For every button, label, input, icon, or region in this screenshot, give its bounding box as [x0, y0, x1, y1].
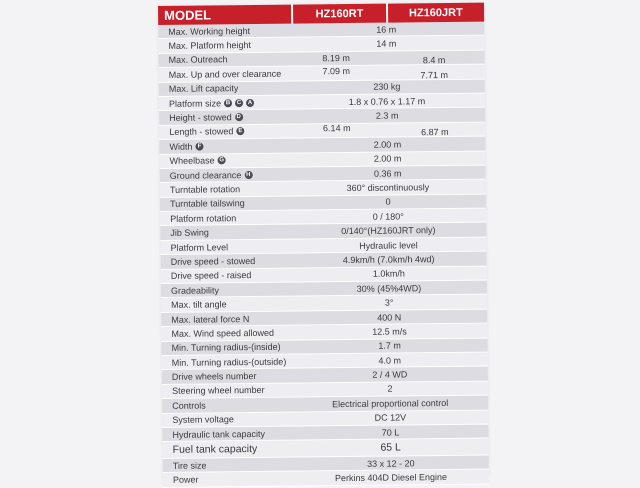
- spec-label: [160, 169, 290, 180]
- spec-label: [159, 126, 289, 137]
- spec-value: 33 x 12 - 20: [366, 457, 415, 469]
- spec-label-text: Drive speed - stowed: [170, 255, 256, 267]
- spec-label: [159, 83, 289, 94]
- spec-label: [161, 270, 291, 281]
- spec-label: [161, 299, 291, 310]
- spec-value-hz160rt: 6.14 m: [322, 123, 351, 134]
- spec-label: [162, 414, 292, 425]
- spec-label-text: Max. lateral force N: [171, 313, 250, 325]
- spec-value: 230 kg: [373, 81, 401, 92]
- spec-label-text: Max. Platform height: [168, 40, 252, 51]
- spec-label-text: Controls: [172, 400, 206, 411]
- spec-value: Hydraulic level: [359, 239, 418, 251]
- spec-label-text: Max. Up and over clearance: [168, 68, 282, 80]
- spec-value: 70 L: [381, 427, 400, 438]
- spec-label: [159, 112, 289, 123]
- spec-label-text: Min. Turning radius-(outside): [171, 356, 287, 368]
- spec-label: [161, 256, 291, 267]
- spec-value-hz160jrt: 6.87 m: [421, 127, 449, 138]
- spec-label-text: Platform Level: [170, 241, 229, 253]
- spec-table-body: [158, 22, 489, 488]
- spec-label-text: Ground clearance: [169, 169, 242, 181]
- spec-label: [162, 399, 292, 410]
- spec-value: 0/140°(HZ160JRT only): [341, 225, 436, 237]
- spec-value: 2.00 m: [373, 153, 402, 164]
- spec-label-text: Height - stowed: [169, 112, 232, 123]
- dimension-letter-badge: G: [219, 157, 225, 164]
- spec-label: [162, 385, 292, 396]
- spec-label-text: Fuel tank capacity: [172, 443, 258, 456]
- spec-value: 30% (45%4WD): [356, 282, 422, 294]
- spec-value-hz160jrt: 8.4 m: [422, 55, 446, 66]
- spec-value-hz160rt: 7.09 m: [322, 65, 350, 77]
- spec-label: [160, 184, 290, 195]
- spec-label: [163, 459, 293, 470]
- spec-value: DC 12V: [374, 412, 407, 423]
- dimension-letter-badge: C: [236, 99, 242, 106]
- spec-label-text: Width: [169, 141, 193, 152]
- spec-value: 0: [385, 196, 391, 208]
- spec-value: 2 / 4 WD: [372, 369, 408, 380]
- spec-label-text: Jib Swing: [170, 227, 209, 239]
- spec-label: [159, 68, 289, 79]
- spec-value-hz160jrt: 7.71 m: [420, 69, 449, 81]
- header-model-hz160rt: HZ160RT: [293, 4, 386, 24]
- spec-label-text: Turntable rotation: [169, 184, 241, 195]
- table-header: [158, 3, 484, 25]
- spec-label: [162, 342, 292, 353]
- spec-value: 16 m: [376, 24, 397, 35]
- dimension-letter-badge: H: [246, 171, 251, 178]
- spec-label-text: Length - stowed: [169, 126, 234, 138]
- dimension-letter-badge: B: [225, 99, 231, 106]
- spec-label: [162, 428, 292, 439]
- spec-label: [159, 54, 289, 65]
- spec-value: 2.00 m: [373, 139, 402, 150]
- spec-label-text: Platform size: [168, 97, 222, 109]
- spec-value: 1.0km/h: [372, 268, 405, 280]
- spec-label-text: Power: [172, 474, 199, 485]
- spec-value: 14 m: [376, 38, 397, 49]
- spec-label: [160, 198, 290, 209]
- spec-value: 4.0 m: [378, 355, 402, 366]
- spec-label-text: Drive speed - raised: [170, 270, 252, 282]
- spec-label-text: Drive wheels number: [171, 371, 257, 382]
- spec-label-text: System voltage: [172, 414, 234, 426]
- spec-label: [160, 241, 290, 252]
- spec-value: 4.9km/h (7.0km/h 4wd): [342, 254, 435, 266]
- header-model: MODEL: [158, 5, 291, 25]
- spec-value: 400 N: [377, 311, 402, 323]
- spec-label: [159, 140, 289, 151]
- dimension-letter-badge: D: [236, 114, 241, 121]
- spec-value: 2.3 m: [375, 110, 399, 121]
- spec-value: 12.5 m/s: [372, 326, 407, 337]
- header-model-hz160jrt: HZ160JRT: [388, 3, 485, 23]
- spec-value: 65 L: [380, 441, 401, 454]
- spec-label-text: Min. Turning radius-(inside): [171, 342, 281, 354]
- spec-label: [161, 313, 291, 324]
- spec-value: 2: [387, 384, 393, 395]
- spec-value: 360° discontinuously: [346, 182, 430, 194]
- spec-label: [160, 155, 290, 166]
- spec-label-text: Hydraulic tank capacity: [172, 428, 266, 440]
- spec-label-text: Wheelbase: [169, 155, 215, 167]
- spec-label: [163, 474, 293, 485]
- dimension-letter-badge: A: [247, 99, 253, 106]
- dimension-letter-badge: E: [236, 128, 244, 136]
- spec-label-text: Tire size: [172, 460, 207, 471]
- spec-label: [158, 25, 288, 36]
- spec-value: 1.7 m: [378, 340, 401, 351]
- spec-label: [161, 328, 291, 339]
- spec-label: [160, 212, 290, 223]
- spec-value: 0.36 m: [373, 168, 402, 179]
- spec-label: [161, 284, 291, 295]
- spec-value: 0 / 180°: [372, 211, 404, 222]
- spec-label: [162, 356, 292, 367]
- spec-label: [162, 371, 292, 382]
- spec-label-text: Max. tilt angle: [171, 299, 227, 310]
- spec-value: Electrical proportional control: [332, 397, 449, 410]
- spec-value: Perkins 404D Diesel Engine: [334, 471, 448, 484]
- spec-label-text: Gradeability: [170, 285, 220, 296]
- spec-value-hz160rt: 8.19 m: [322, 53, 350, 64]
- spec-sheet: [158, 3, 489, 485]
- spec-value: 1.8 x 0.76 x 1.17 m: [348, 95, 426, 107]
- spec-label-text: Max. Lift capacity: [168, 83, 239, 95]
- spec-value: 3°: [384, 297, 394, 308]
- dimension-letter-badge: F: [195, 142, 203, 150]
- spec-label-text: Max. Working height: [168, 25, 251, 37]
- spec-label-text: Steering wheel number: [171, 385, 265, 397]
- spec-label: [163, 443, 293, 456]
- table-row: [163, 470, 489, 488]
- spec-label-text: Max. Outreach: [168, 54, 228, 66]
- spec-label-text: Platform rotation: [170, 212, 237, 224]
- spec-label: [159, 97, 289, 108]
- spec-label: [158, 40, 288, 51]
- spec-label-text: Max. Wind speed allowed: [171, 327, 275, 339]
- spec-label: [160, 227, 290, 238]
- spec-label-text: Turntable tailswing: [170, 198, 245, 210]
